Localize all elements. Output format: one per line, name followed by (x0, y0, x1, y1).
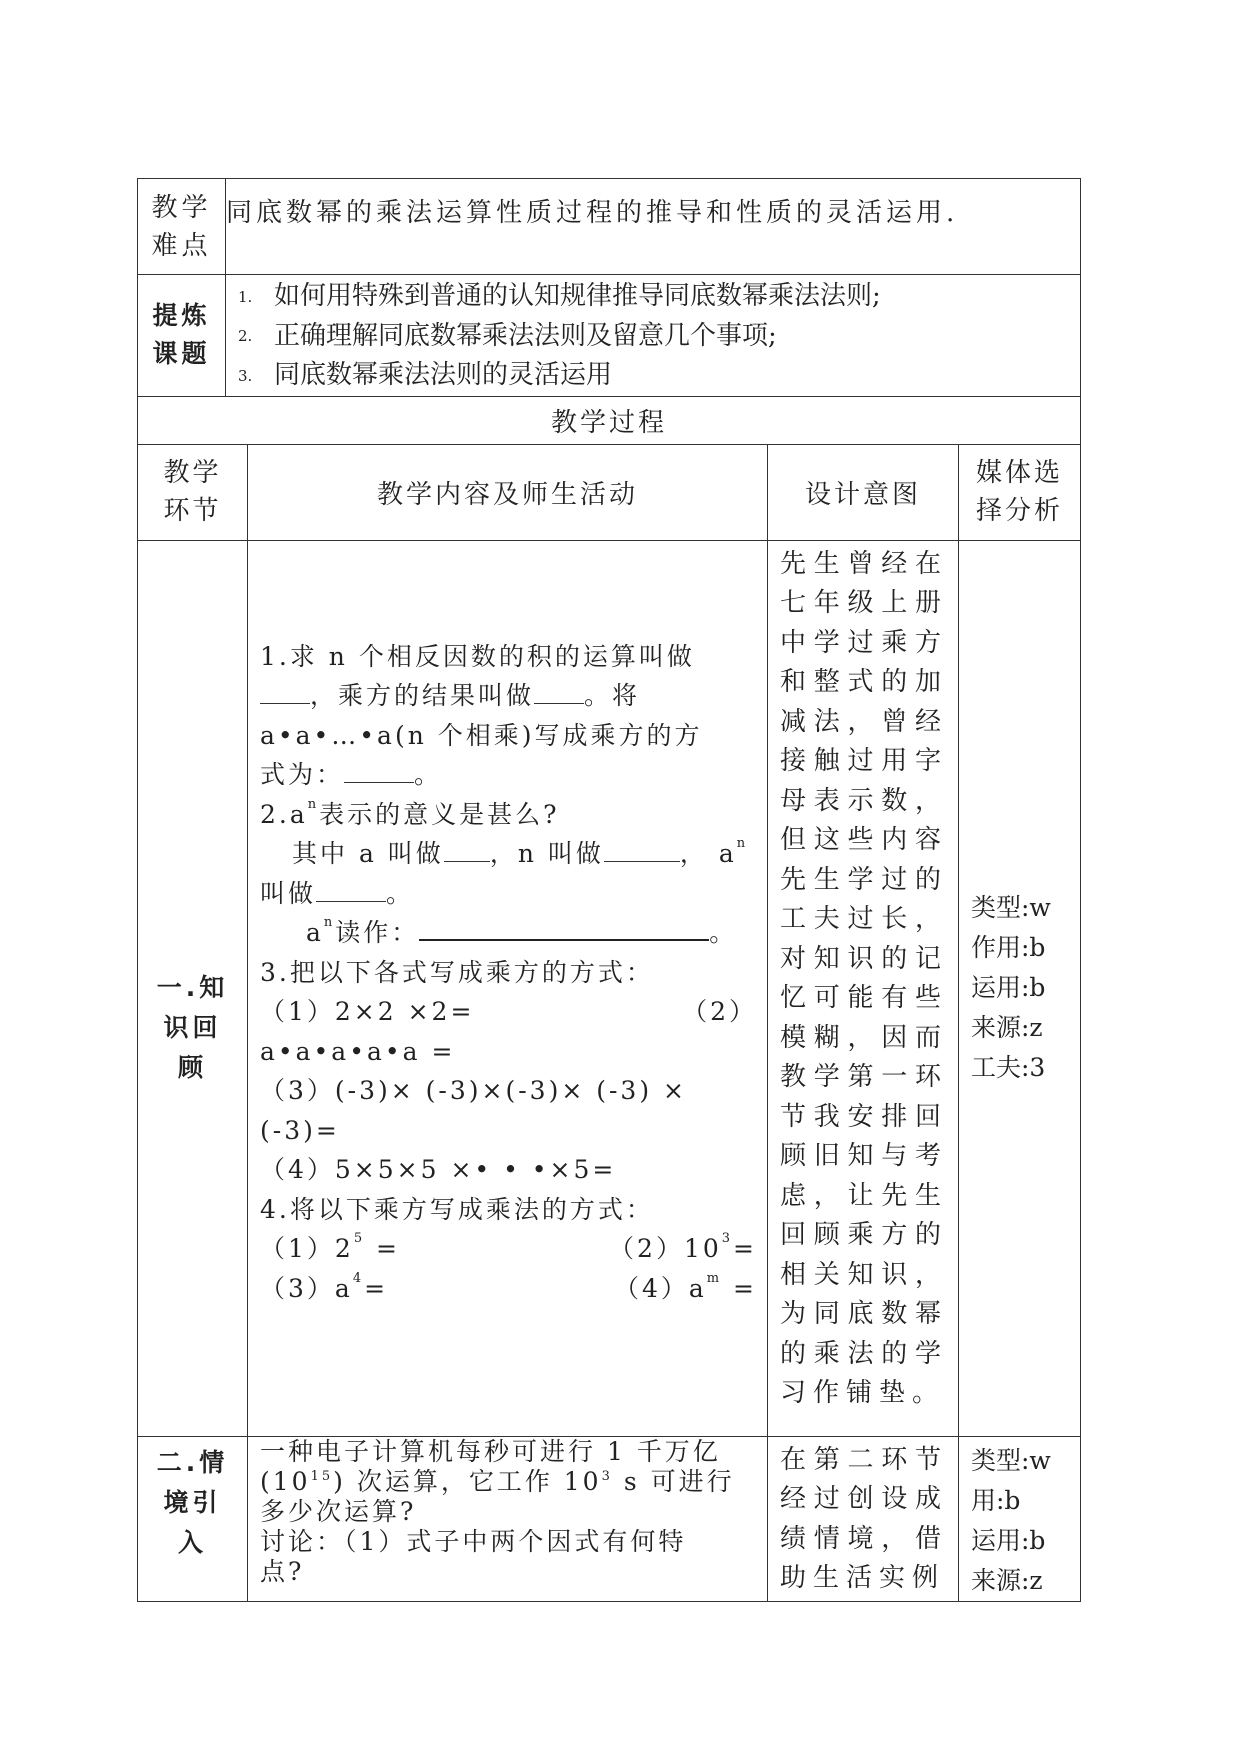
row-refine (138, 275, 1081, 397)
refine-item: 3. 同底数幂乘法法则的灵活运用 (238, 360, 613, 390)
stage-section-2: 二.情 境引 入 (138, 1436, 248, 1601)
question-2: $2.a^n$表示的意义是甚么? (260, 796, 560, 829)
intent-section-2: 在第二环节经过创设成绩情境，借助生活实例 (768, 1436, 959, 1601)
header-media: 媒体选 择分析 (959, 444, 1081, 540)
header-stage: 教学 环节 (138, 444, 248, 540)
lesson-plan-table (137, 178, 1081, 1602)
process-title: 教学过程 (138, 396, 1081, 444)
stage-section-1: 一.知 识回 顾 (138, 540, 248, 1436)
label-difficulty: 教学 难点 (138, 179, 226, 275)
row-process-title (138, 396, 1081, 444)
question-3: 3.把以下各式写成乘方的方式： (260, 957, 654, 987)
question-4: 4.将以下乘方写成乘法的方式： (260, 1194, 654, 1224)
row-section-1 (138, 540, 1081, 1436)
media-section-1: 类型:w 作用:b 运用:b 来源:z 工夫:3 (959, 540, 1081, 1436)
refine-list (226, 275, 1081, 397)
row-headers (138, 444, 1081, 540)
content-section-1: 1.求 n 个相反因数的积的运算叫做 ，乘方的结果叫做 。将 a•a•…•a(n 个相乘)写成乘方的方 式为： 。 $2.a^n$表示的意义是甚么? 其中 a 叫做 ，n 叫做 ， $a^n$ 叫做 。 $a^n$读作： 。 3.把以下各式写成乘方的方式： （1）2×2 ×2= （2） a•a•a•a•a = （3）(-3)× (-3)×(-3)× (-3) × (-3)= （4）5×5×5 ×• • •×5= 4.将以下乘方写成乘法的方式： $(1)2^5$ = $(2)10^3=$ $(3)a^4=$ $(4)a^m$ = (248, 540, 768, 1436)
row-difficulty (138, 179, 1081, 275)
difficulty-text: 同底数幂的乘法运算性质过程的推导和性质的灵活运用. (226, 179, 1081, 275)
label-refine: 提炼 课题 (138, 275, 226, 397)
header-content: 教学内容及师生活动 (248, 444, 768, 540)
refine-item: 2. 正确理解同底数幂乘法法则及留意几个事项; (238, 320, 777, 351)
refine-item: 1. 如何用特殊到普通的认知规律推导同底数幂乘法法则; (238, 281, 881, 311)
row-section-2 (138, 1436, 1081, 1601)
media-section-2: 类型:w 用:b 运用:b 来源:z (959, 1436, 1081, 1601)
header-intent: 设计意图 (768, 444, 959, 540)
content-section-2: 一种电子计算机每秒可进行 1 千万亿 $(10^{15})$ 次运算，它工作 $10^3$ s 可进行 多少次运算? 讨论：（1）式子中两个因式有何特 点? (248, 1436, 768, 1601)
intent-section-1: 先生曾经在七年级上册中学过乘方和整式的加减法，曾经接触过用字母表示数，但这些内容先生学过的工夫过长，对知识的记忆可能有些模糊，因而教学第一环节我安排回顾旧知与考虑，让先生回顾乘方的相关知识，为同底数幂的乘法的学习作铺垫。 (768, 540, 959, 1436)
question-1: 1.求 n 个相反因数的积的运算叫做 ，乘方的结果叫做 。将 a•a•…•a(n 个相乘)写成乘方的方 式为： 。 (260, 641, 703, 789)
